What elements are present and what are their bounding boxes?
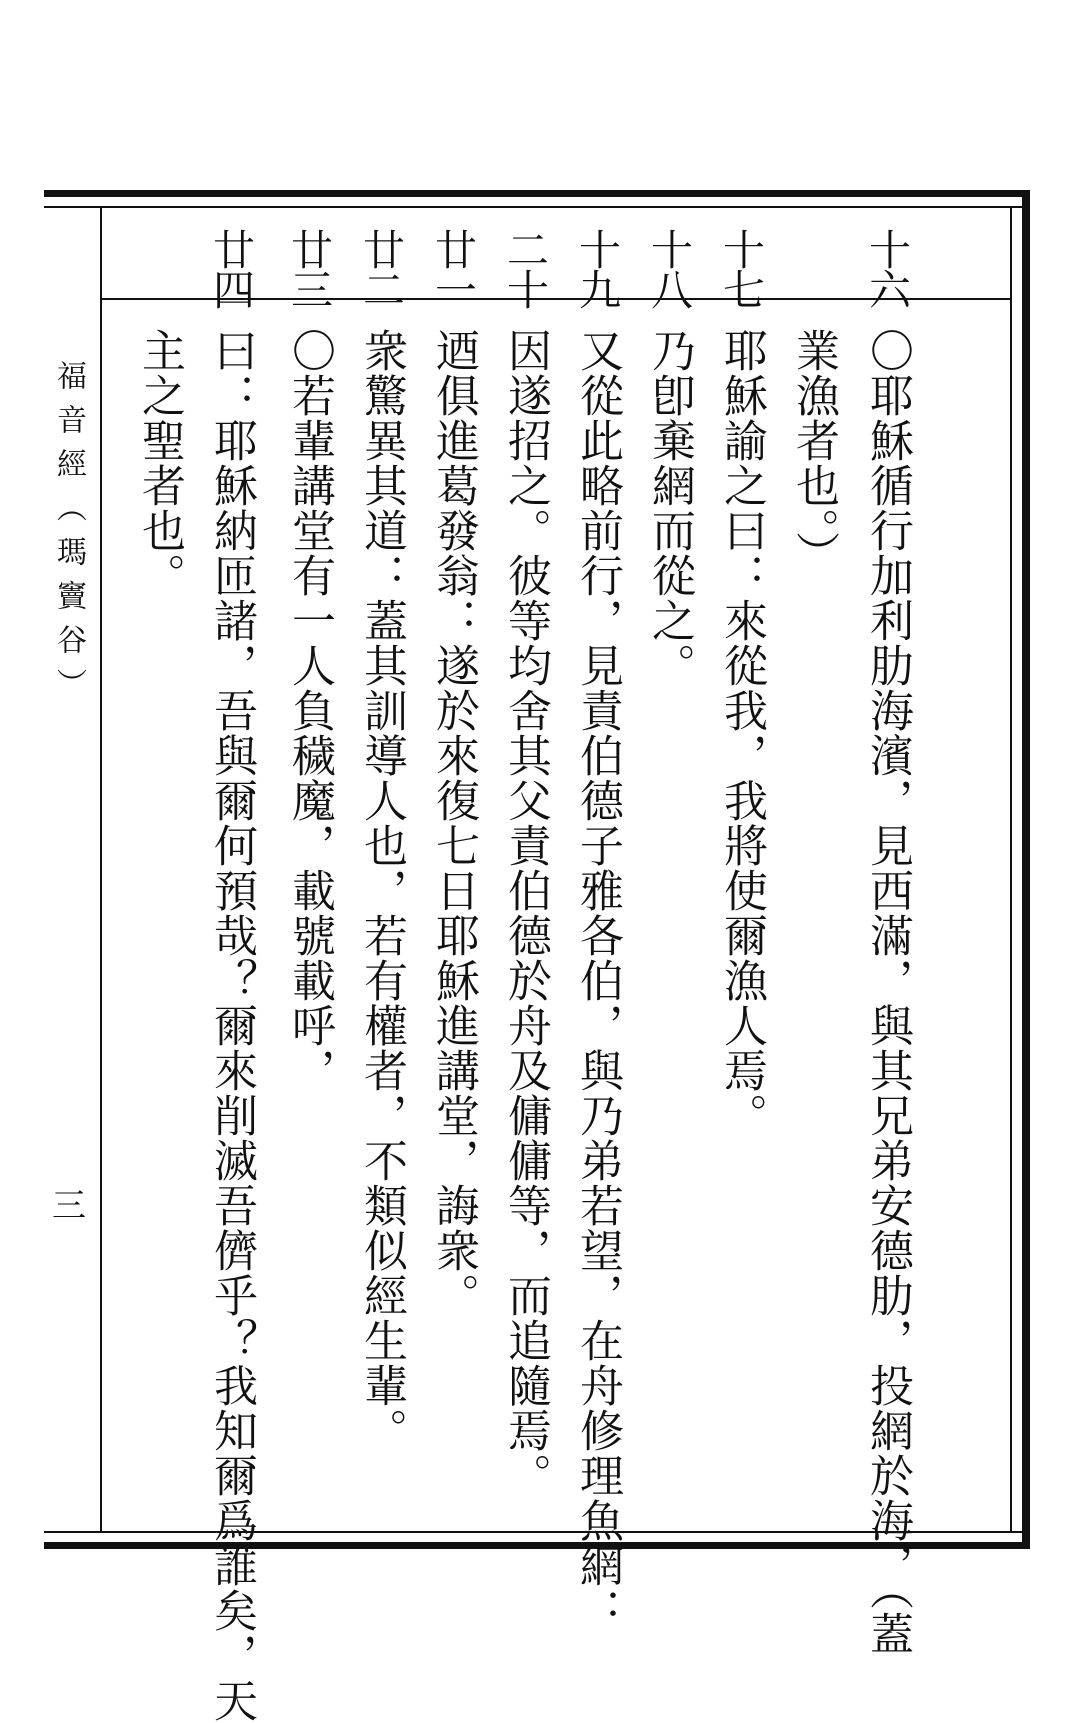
page-number: 三 — [52, 1186, 86, 1226]
top-inner-rule — [44, 206, 1030, 208]
verse-number: 十六 — [863, 228, 912, 308]
verse-text: 乃卽棄網而從之。 — [644, 328, 695, 688]
verse-text: 〇若輩講堂有一人負穢魔，載號載呼， — [284, 328, 335, 1093]
verse-text: 主之聖者也。 — [134, 328, 185, 598]
verse-number: 十七 — [717, 228, 766, 308]
verse-text: 因遂招之。彼等均舍其父責伯德於舟及傭傭等，而追隨焉。 — [500, 328, 551, 1498]
verse-number: 二十 — [501, 228, 550, 308]
verse-text: 又從此略前行，見責伯德子雅各伯，與乃弟若望，在舟修理魚網： — [572, 328, 623, 1633]
verse-text: 〇耶穌循行加利肋海濱，見西滿，與其兄弟安德肋，投網於海，（蓋 — [862, 328, 913, 1656]
left-rule — [100, 206, 102, 1533]
verse-text: 迺俱進葛發翁：遂於來復七日耶穌進講堂，誨衆。 — [428, 328, 479, 1318]
right-border — [1022, 190, 1030, 1549]
margin — [48, 360, 88, 1226]
verse-text: 曰：耶穌納匝諸，吾與爾何預哉？爾來削滅吾儕乎？我知爾爲誰矣，天 — [206, 328, 257, 1723]
verse-number: 廿三 — [285, 228, 334, 308]
verse-number: 十九 — [573, 228, 622, 308]
verse-number: 廿一 — [429, 228, 478, 308]
verse-number: 十八 — [645, 228, 694, 308]
verse-text: 衆驚異其道：蓋其訓導人也，若有權者，不類似經生輩。 — [356, 328, 407, 1453]
verse-text: 耶穌諭之曰：來從我，我將使爾漁人焉。 — [716, 328, 767, 1138]
verse-number: 廿四 — [207, 228, 256, 308]
top-border — [44, 190, 1030, 197]
verse-text: 業漁者也。） — [788, 328, 839, 576]
margin-title: 福音經（瑪竇谷） — [51, 360, 86, 712]
verse-number: 廿二 — [357, 228, 406, 308]
right-inner-rule — [1010, 206, 1012, 1533]
